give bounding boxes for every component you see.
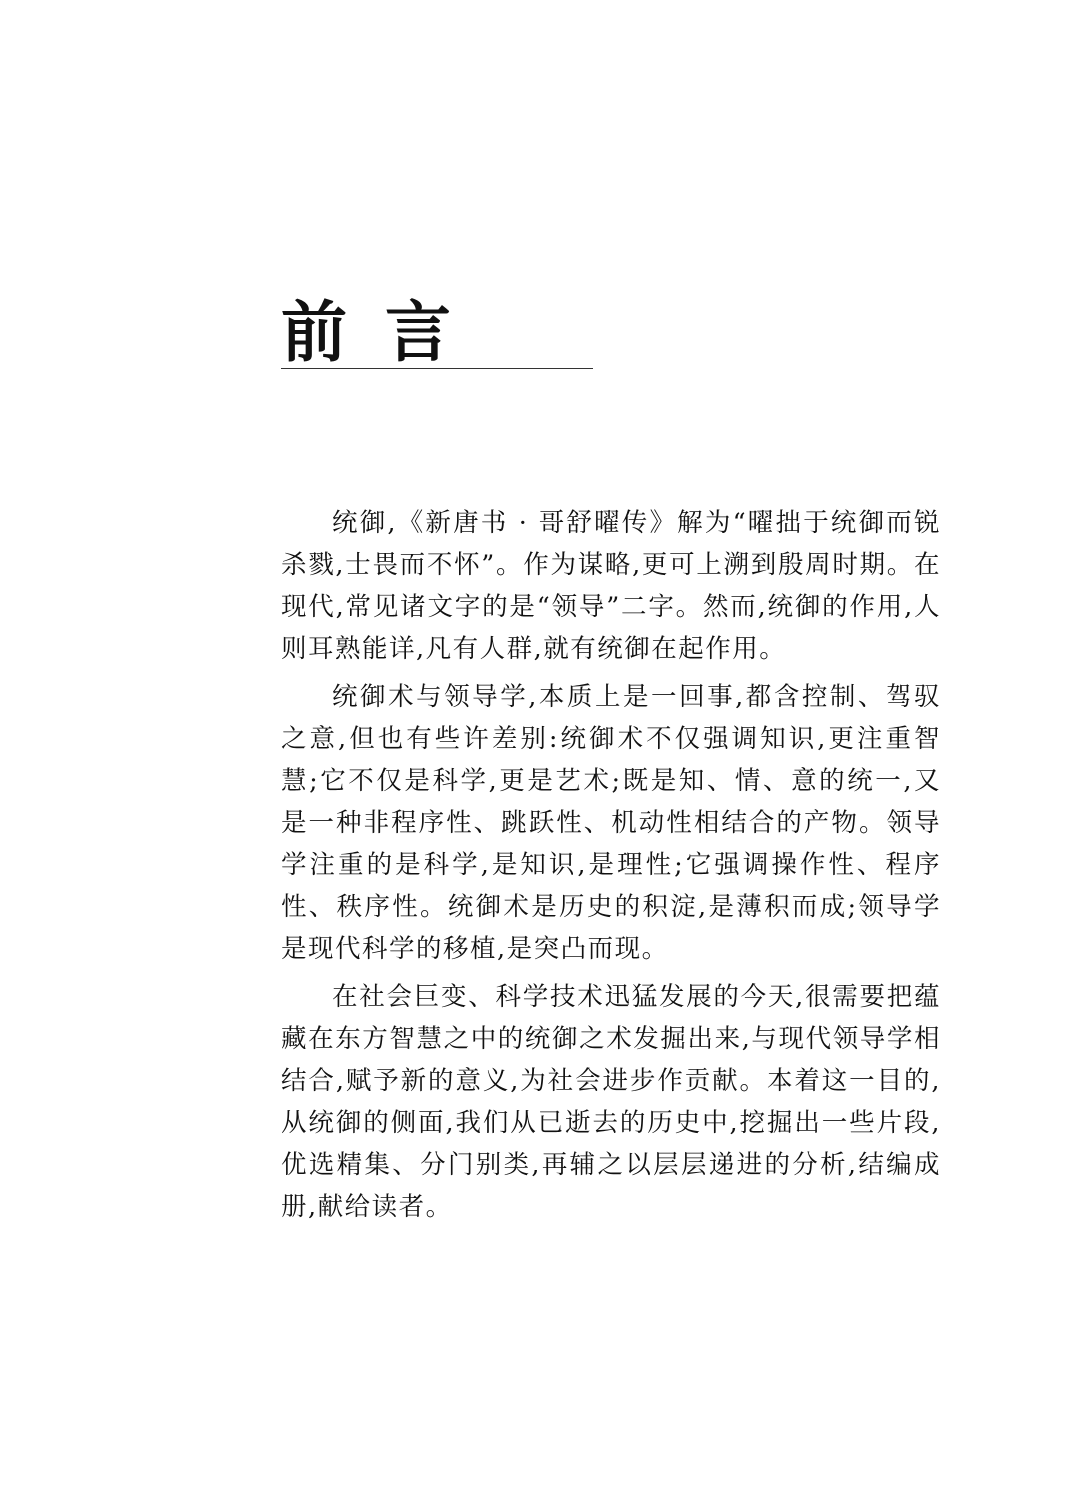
- preface-heading-block: [281, 294, 593, 371]
- paragraph-2: 统御术与领导学,本质上是一回事,都含控制、驾驭之意,但也有些许差别:统御术不仅强调知识,更注重智慧;它不仅是科学,更是艺术;既是知、情、意的统一,又是一种非程序性、跳跃性、机动性相结合的产物。领导学注重的是科学,是知识,是理性;它强调操作性、程序性、秩序性。统御术是历史的积淀,是薄积而成;领导学是现代科学的移植,是突凸而现。: [281, 682, 941, 964]
- preface-body: [281, 502, 941, 1234]
- page-title: [281, 294, 593, 371]
- title-char-1: 前: [281, 294, 347, 371]
- paragraph-3: 在社会巨变、科学技术迅猛发展的今天,很需要把蕴藏在东方智慧之中的统御之术发掘出来,与现代领导学相结合,赋予新的意义,为社会进步作贡献。本着这一目的,从统御的侧面,我们从已逝去的历史中,挖掘出一些片段,优选精集、分门别类,再辅之以层层递进的分析,结编成册,献给读者。: [281, 982, 941, 1222]
- paragraph-1: 统御,《新唐书 · 哥舒曜传》解为“曜拙于统御而锐杀戮,士畏而不怀”。作为谋略,更可上溯到殷周时期。在现代,常见诸文字的是“领导”二字。然而,统御的作用,人则耳熟能详,凡有人群,就有统御在起作用。: [281, 508, 941, 664]
- title-char-2: 言: [385, 294, 451, 371]
- title-underline: [281, 368, 593, 369]
